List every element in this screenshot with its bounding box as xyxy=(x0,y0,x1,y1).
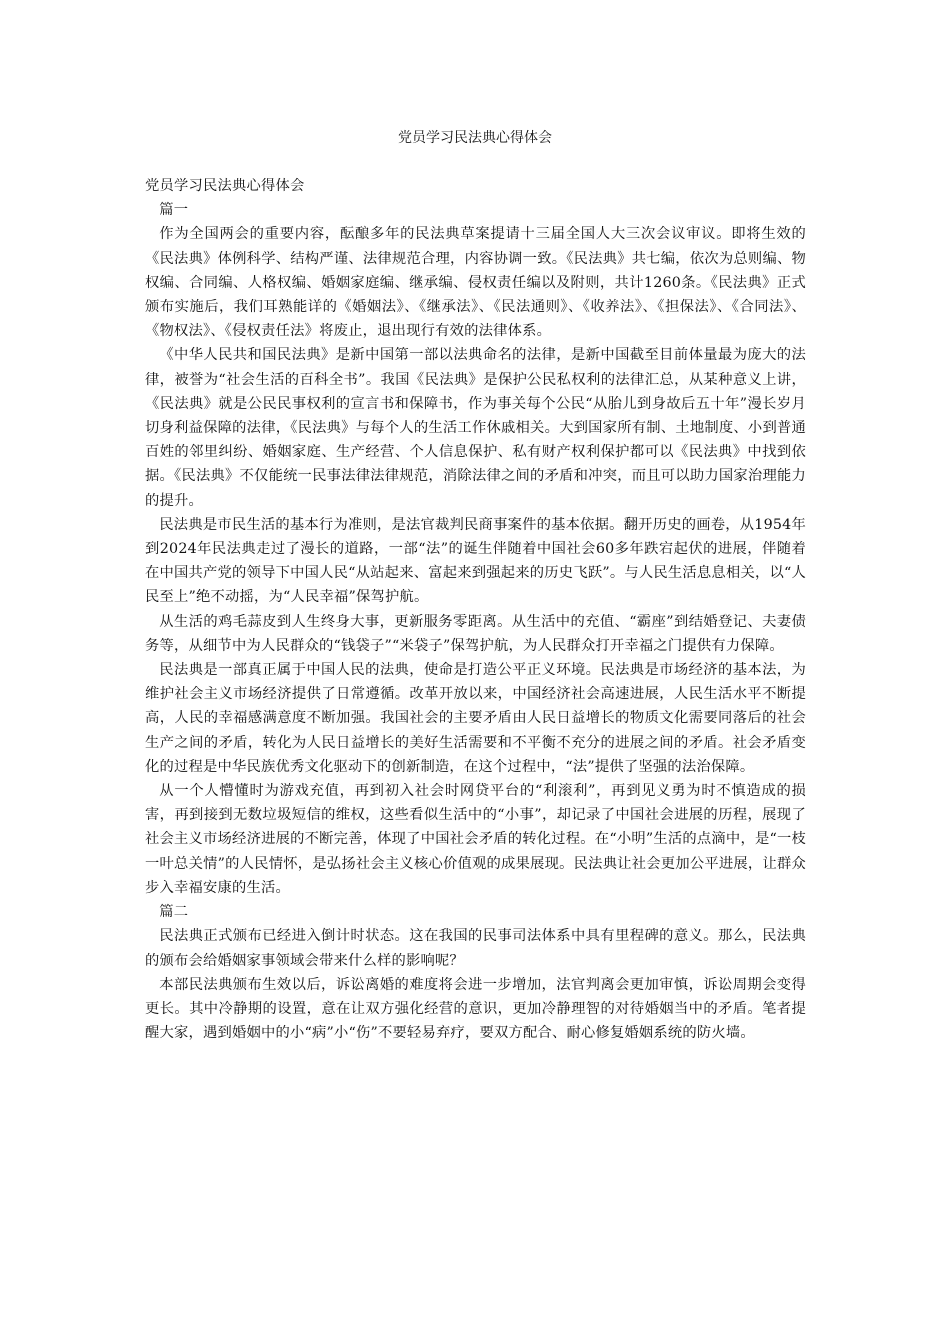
paragraph: 民法典是一部真正属于中国人民的法典，使命是打造公平正义环境。民法典是市场经济的基本法，为维护社会主义市场经济提供了日常遵循。改革开放以来，中国经济社会高速进展，人民生活水平不断提高，人民的幸福感满意度不断加强。我国社会的主要矛盾由人民日益增长的物质文化需要同落后的社会生产之间的矛盾，转化为人民日益增长的美好生活需要和不平衡不充分的进展之间的矛盾。社会矛盾变化的过程是中华民族优秀文化驱动下的创新制造，在这个过程中，“法”提供了坚强的法治保障。 xyxy=(145,662,806,775)
document-subtitle: 党员学习民法典心得体会 xyxy=(145,178,305,194)
document-title: 党员学习民法典心得体会 xyxy=(398,130,552,146)
section-heading: 篇一 xyxy=(159,202,189,219)
paragraph: 从生活的鸡毛蒜皮到人生终身大事，更新服务零距离。从生活中的充值、“霸座”到结婚登记、夫妻债务等，从细节中为人民群众的“钱袋子”“米袋子”保驾护航，为人民群众打开幸福之门提供有力保障。 xyxy=(145,613,806,654)
document-body xyxy=(145,174,806,1045)
paragraph: 作为全国两会的重要内容，酝酿多年的民法典草案提请十三届全国人大三次会议审议。即将生效的《民法典》体例科学、结构严谨、法律规范合理，内容协调一致。《民法典》共七编，依次为总则编、物权编、合同编、人格权编、婚姻家庭编、继承编、侵权责任编以及附则，共计1260条。《民法典》正式颁布实施后，我们耳熟能详的《婚姻法》、《继承法》、《民法通则》、《收养法》、《担保法》、《合同法》、《物权法》、《侵权责任法》将废止，退出现行有效的法律体系。 xyxy=(145,226,806,340)
paragraph: 《中华人民共和国民法典》是新中国第一部以法典命名的法律，是新中国截至目前体量最为庞大的法律，被誉为“社会生活的百科全书”。我国《民法典》是保护公民私权利的法律汇总，从某种意义上讲，《民法典》就是公民民事权利的宣言书和保障书，作为事关每个公民“从胎儿到身故后五十年”漫长岁月切身利益保障的法律，《民法典》与每个人的生活工作休戚相关。大到国家所有制、土地制度、小到普通百姓的邻里纠纷、婚姻家庭、生产经营、个人信息保护、私有财产权利保护都可以《民法典》中找到依据。《民法典》不仅能统一民事法律法律规范，消除法律之间的矛盾和冲突，而且可以助力国家治理能力的提升。 xyxy=(145,347,806,509)
paragraph: 民法典是市民生活的基本行为准则，是法官裁判民商事案件的基本依据。翻开历史的画卷，从1954年到2024年民法典走过了漫长的道路，一部“法”的诞生伴随着中国社会60多年跌宕起伏的进展，伴随着在中国共产党的领导下中国人民“从站起来、富起来到强起来的历史飞跃”。与人民生活息息相关，以“人民至上”绝不动摇，为“人民幸福”保驾护航。 xyxy=(145,516,806,606)
paragraph: 本部民法典颁布生效以后，诉讼离婚的难度将会进一步增加，法官判离会更加审慎，诉讼周期会变得更长。其中冷静期的设置，意在让双方强化经营的意识，更加冷静理智的对待婚姻当中的矛盾。笔者提醒大家，遇到婚姻中的小“病”小“伤”不要轻易弃疗，要双方配合、耐心修复婚姻系统的防火墙。 xyxy=(145,976,806,1042)
section-heading: 篇二 xyxy=(159,904,189,921)
paragraph: 民法典正式颁布已经进入倒计时状态。这在我国的民事司法体系中具有里程碑的意义。那么，民法典的颁布会给婚姻家事领域会带来什么样的影响呢？ xyxy=(145,928,806,969)
paragraph: 从一个人懵懂时为游戏充值，再到初入社会时网贷平台的“利滚利”，再到见义勇为时不慎造成的损害，再到接到无数垃圾短信的维权，这些看似生活中的“小事”，却记录了中国社会进展的历程，展现了社会主义市场经济进展的不断完善，体现了中国社会矛盾的转化过程。在“小明”生活的点滴中，是“一枝一叶总关情”的人民情怀，是弘扬社会主义核心价值观的成果展现。民法典让社会更加公平进展，让群众步入幸福安康的生活。 xyxy=(145,783,806,896)
